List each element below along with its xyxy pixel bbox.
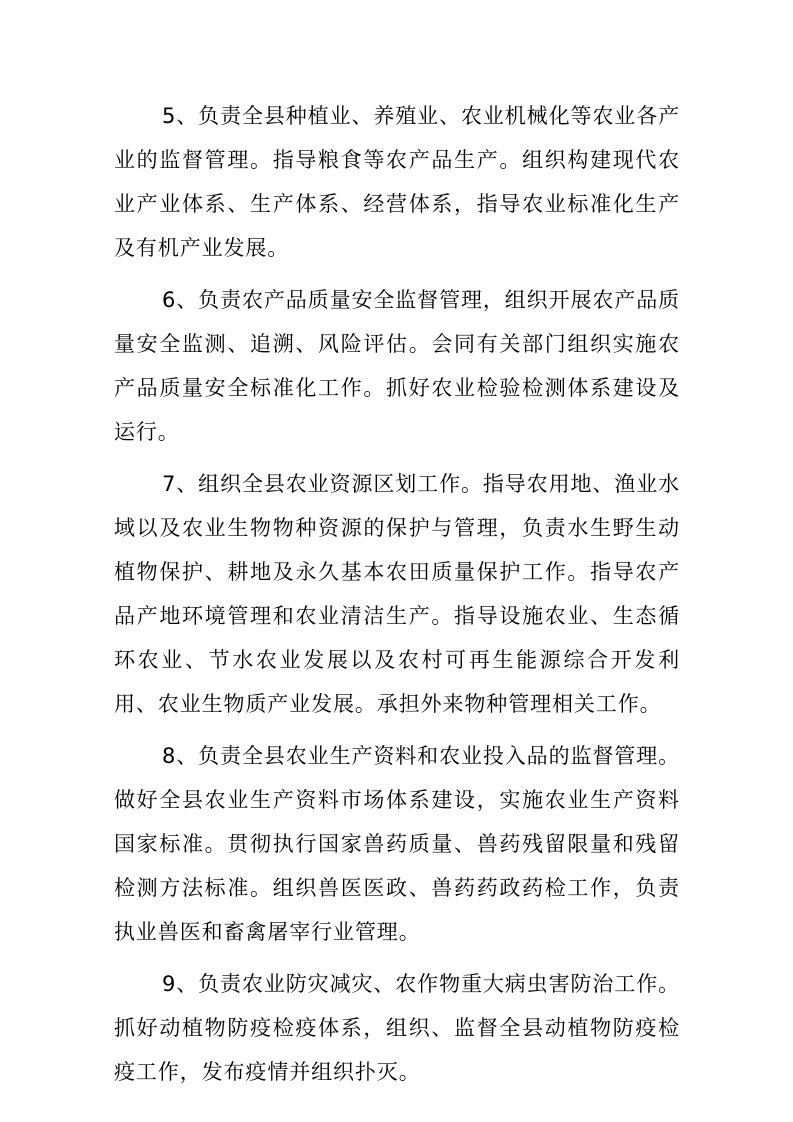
paragraph-item-8: 8、负责全县农业生产资料和农业投入品的监督管理。做好全县农业生产资料市场体系建设，实施农业生产资料国家标准。贯彻执行国家兽药质量、兽药残留限量和残留检测方法标准。组织兽医医政、兽药药政药检工作，负责执业兽医和畜禽屠宰行业管理。: [114, 744, 680, 944]
paragraph-item-5: 5、负责全县种植业、养殖业、农业机械化等农业各产业的监督管理。指导粮食等农产品生产。组织构建现代农业产业体系、生产体系、经营体系，指导农业标准化生产及有机产业发展。: [114, 104, 680, 260]
document-body: [114, 94, 680, 1102]
paragraph-item-9: 9、负责农业防灾减灾、农作物重大病虫害防治工作。抓好动植物防疫检疫体系，组织、监督全县动植物防疫检疫工作，发布疫情并组织扑灭。: [114, 972, 680, 1084]
paragraph-item-6: 6、负责农产品质量安全监督管理，组织开展农产品质量安全监测、追溯、风险评估。会同有关部门组织实施农产品质量安全标准化工作。抓好农业检验检测体系建设及运行。: [114, 288, 680, 444]
paragraph-item-7: 7、组织全县农业资源区划工作。指导农用地、渔业水域以及农业生物物种资源的保护与管理，负责水生野生动植物保护、耕地及永久基本农田质量保护工作。指导农产品产地环境管理和农业清洁生产。指导设施农业、生态循环农业、节水农业发展以及农村可再生能源综合开发利用、农业生物质产业发展。承担外来物种管理相关工作。: [114, 472, 680, 716]
